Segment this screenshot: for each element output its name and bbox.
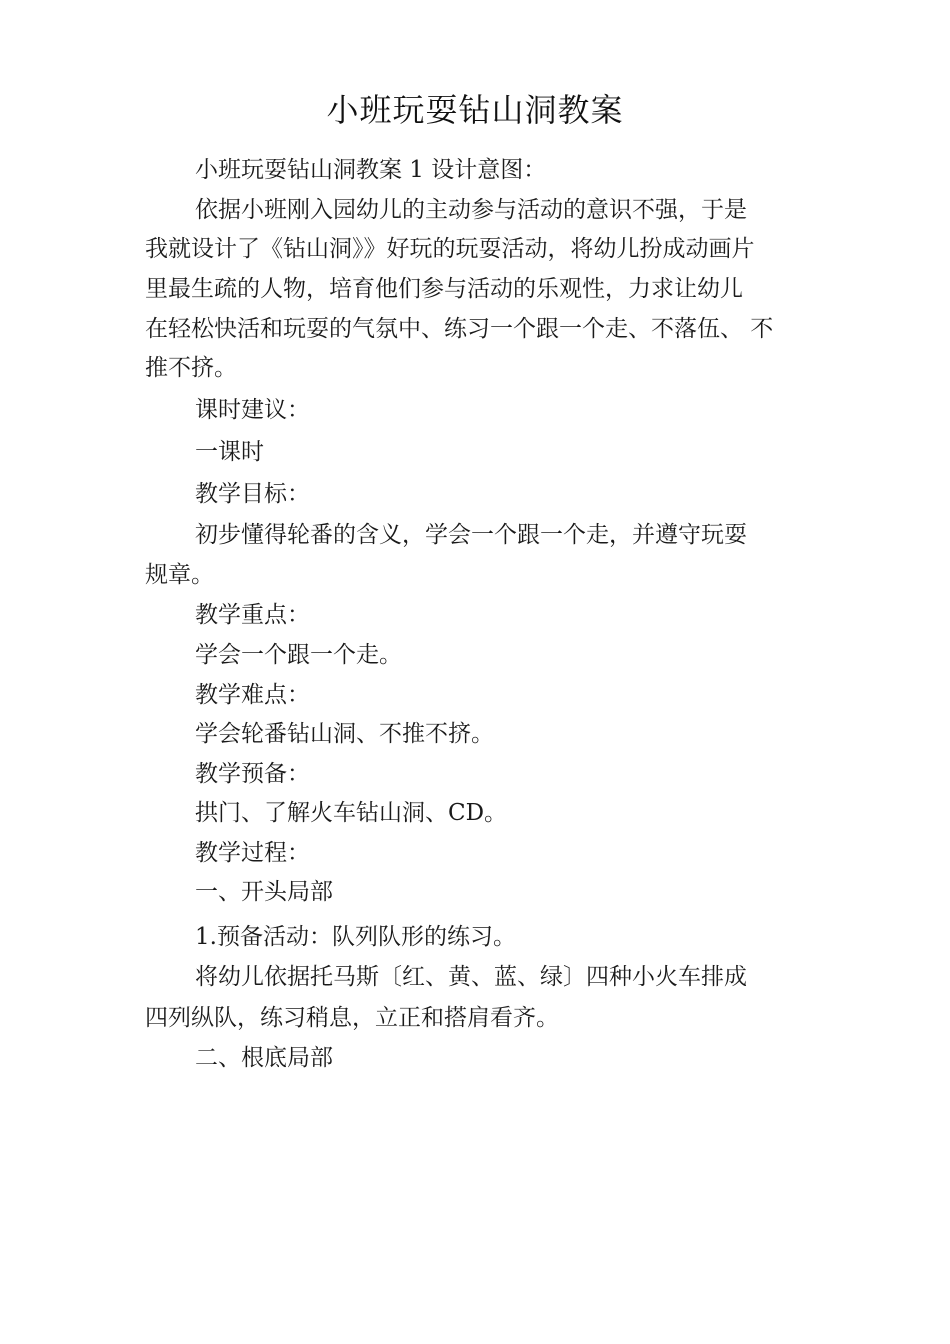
text-line: 四列纵队，练习稍息，立正和搭肩看齐。 — [145, 1005, 559, 1031]
text-line: 推不挤。 — [145, 355, 237, 381]
text-line: 教学重点： — [195, 602, 310, 628]
text-line: 里最生疏的人物，培育他们参与活动的乐观性，力求让幼儿 — [145, 276, 743, 302]
text-line: 在轻松快活和玩耍的气氛中、练习一个跟一个走、不落伍、 不 — [145, 316, 774, 342]
text-line: 依据小班刚入园幼儿的主动参与活动的意识不强，于是 — [195, 197, 747, 223]
text-line: 教学过程： — [195, 840, 310, 866]
text-line: 一课时 — [195, 439, 264, 465]
text-line: 教学预备： — [195, 761, 310, 787]
text-line: 规章。 — [145, 562, 214, 588]
text-line: 教学目标： — [195, 481, 310, 507]
text-line: 将幼儿依据托马斯〔红、黄、蓝、绿〕四种小火车排成 — [195, 964, 747, 990]
text-line: 学会轮番钻山洞、不推不挤。 — [195, 721, 494, 747]
text-line: 教学难点： — [195, 682, 310, 708]
text-line: 拱门、了解火车钻山洞、CD。 — [195, 800, 508, 826]
text-line: 二、根底局部 — [195, 1045, 333, 1071]
document-title: 小班玩耍钻山洞教案 — [326, 91, 624, 129]
text-line: 学会一个跟一个走。 — [195, 642, 402, 668]
text-line: 小班玩耍钻山洞教案 1 设计意图： — [195, 157, 547, 183]
text-line: 1.预备活动：队列队形的练习。 — [195, 924, 516, 950]
text-line: 我就设计了《钻山洞》》好玩的玩耍活动，将幼儿扮成动画片 — [145, 236, 755, 262]
text-line: 初步懂得轮番的含义，学会一个跟一个走，并遵守玩耍 — [195, 522, 747, 548]
text-line: 课时建议： — [195, 397, 310, 423]
text-line: 一、开头局部 — [195, 879, 333, 905]
